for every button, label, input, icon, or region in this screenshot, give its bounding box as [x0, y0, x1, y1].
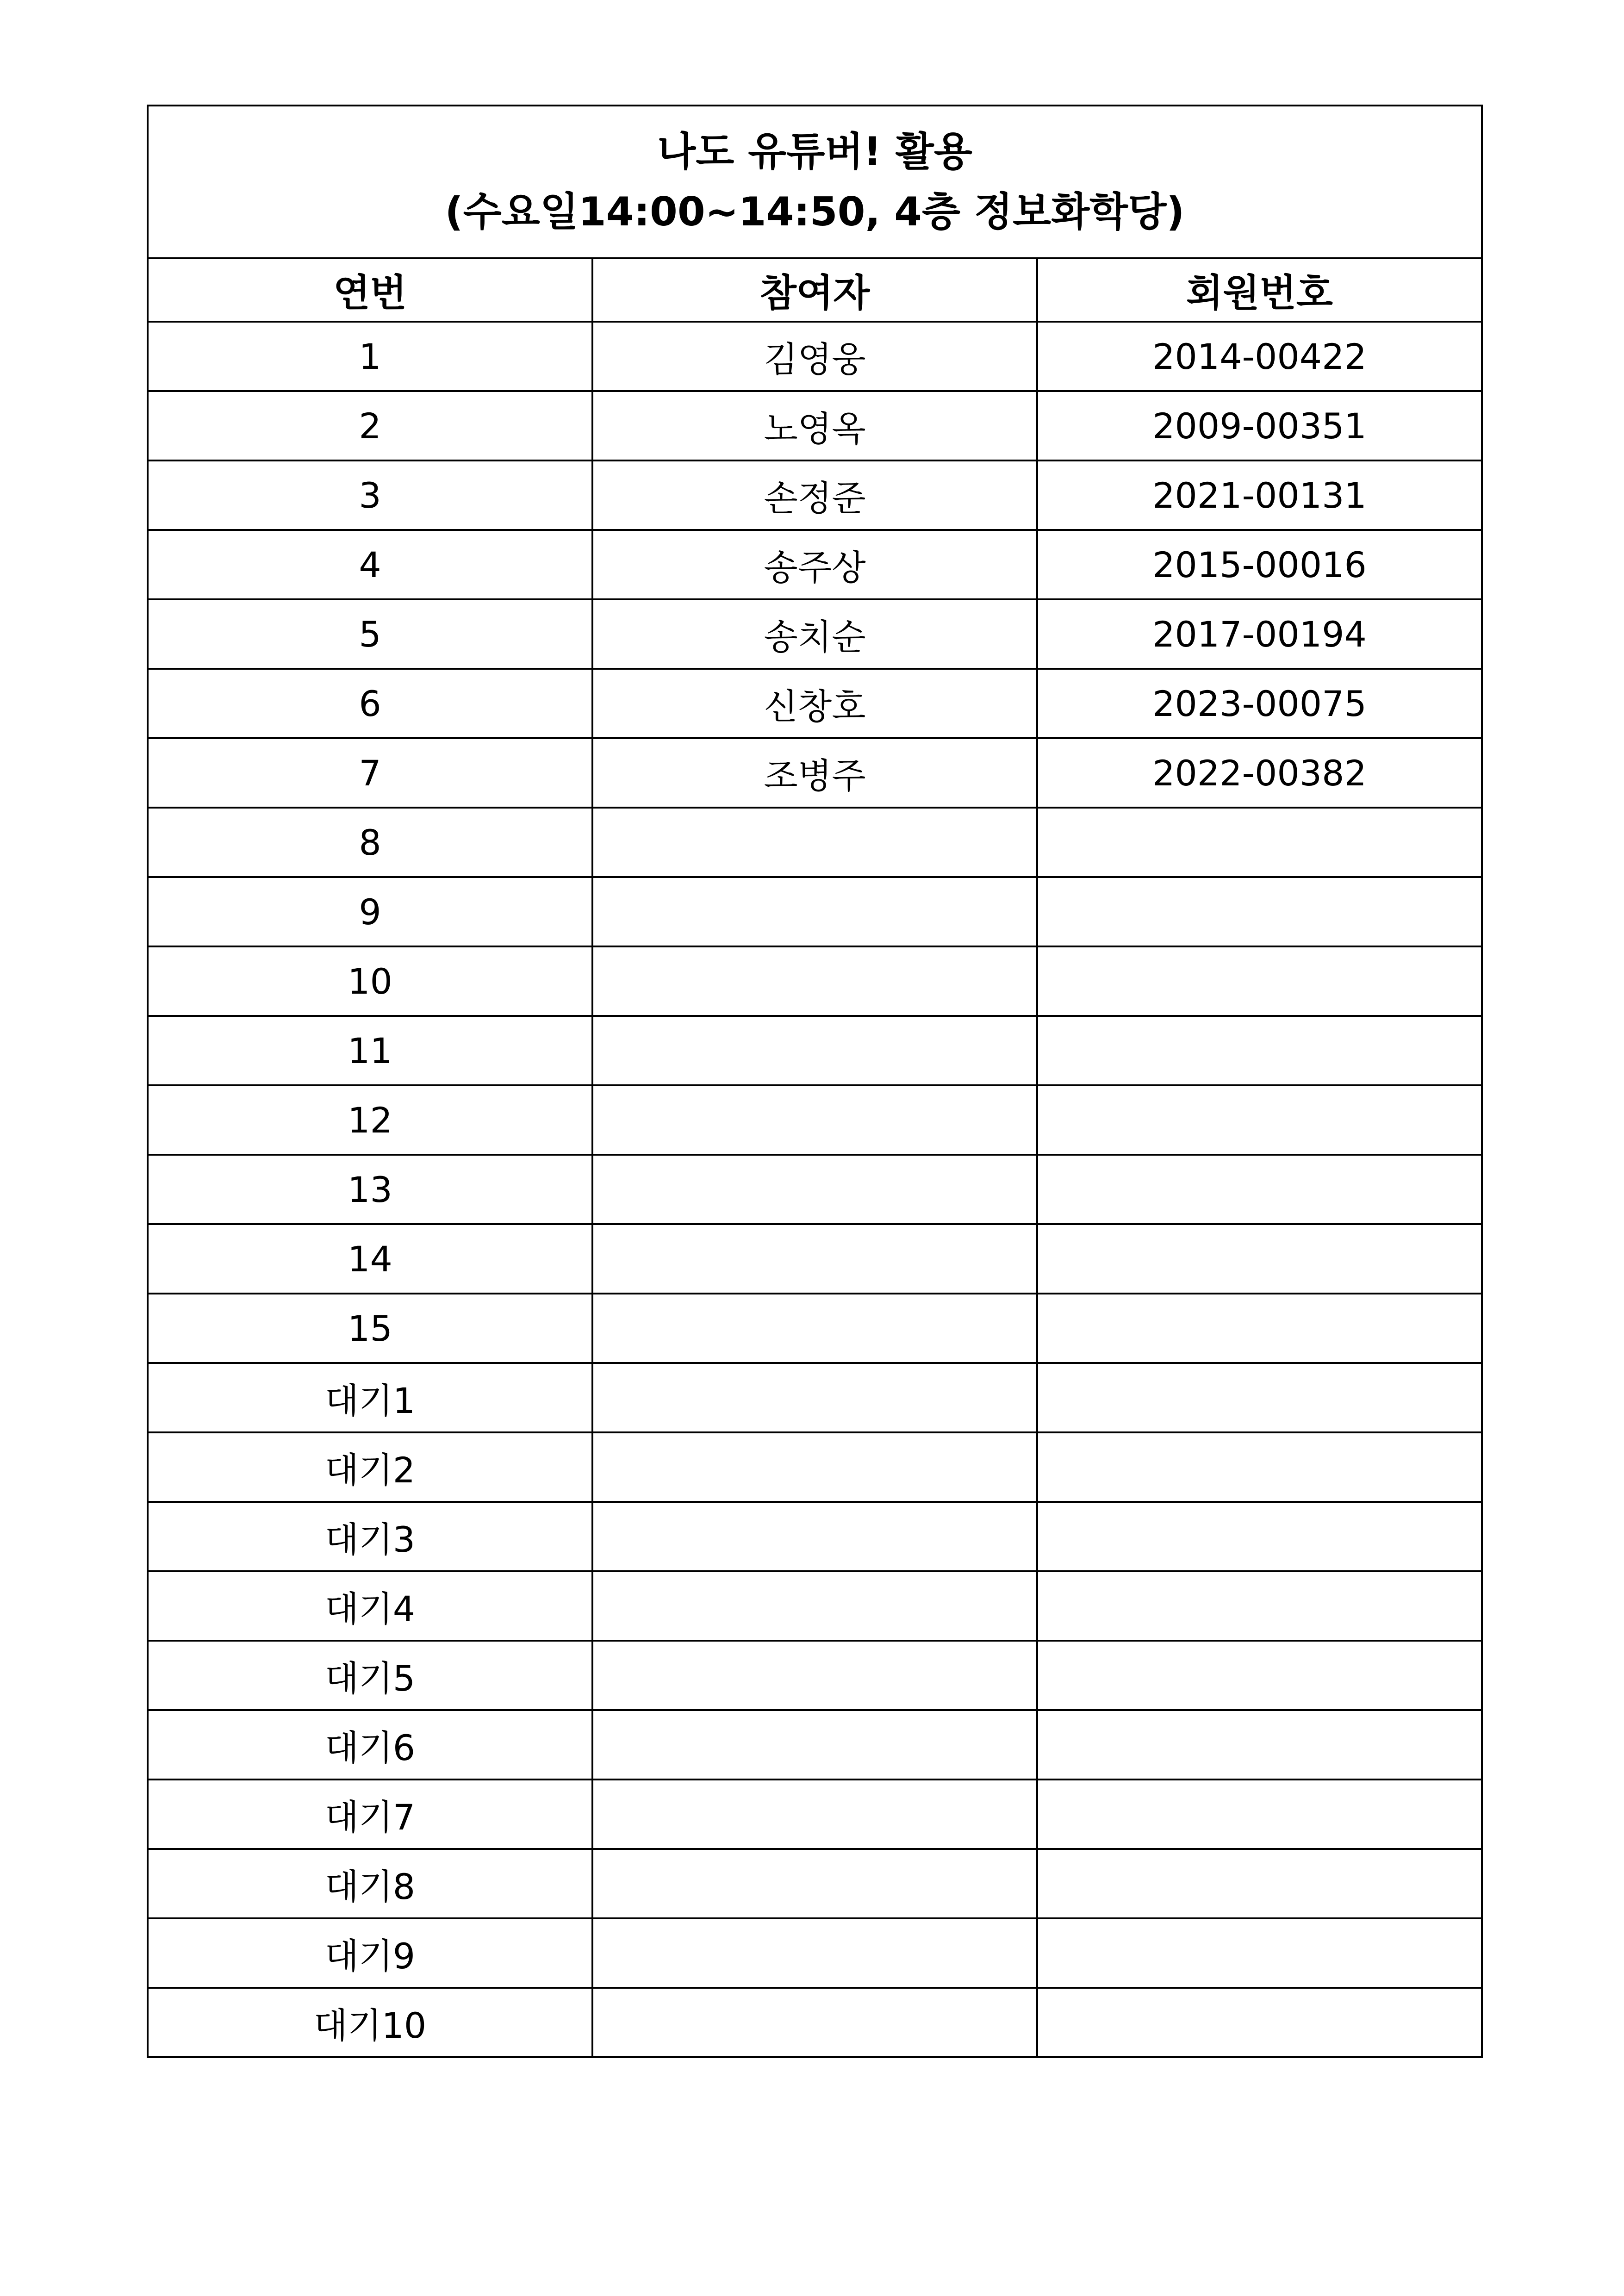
- row-number-cell: 대기5: [148, 1641, 592, 1710]
- participant-name-cell: [592, 1918, 1037, 1988]
- member-id-cell: 2021-00131: [1037, 460, 1482, 530]
- participant-name-cell: 손정준: [592, 460, 1037, 530]
- title-line-1: 나도 유튜버! 활용: [657, 129, 972, 175]
- participant-name-cell: [592, 1155, 1037, 1224]
- participant-name-cell: [592, 1988, 1037, 2057]
- header-row: [148, 258, 1482, 322]
- member-id-cell: [1037, 1710, 1482, 1780]
- member-id-cell: [1037, 808, 1482, 877]
- participant-name-cell: [592, 946, 1037, 1016]
- row-number-cell: 대기6: [148, 1710, 592, 1780]
- table-row: [148, 599, 1482, 669]
- participant-name-cell: 신창호: [592, 669, 1037, 738]
- row-number-cell: 14: [148, 1224, 592, 1294]
- table-row: [148, 1988, 1482, 2057]
- row-number-cell: 대기10: [148, 1988, 592, 2057]
- member-id-cell: 2015-00016: [1037, 530, 1482, 599]
- participant-name-cell: 송주상: [592, 530, 1037, 599]
- table-row: [148, 1432, 1482, 1502]
- row-number-cell: 10: [148, 946, 592, 1016]
- member-id-cell: [1037, 1918, 1482, 1988]
- table-row: [148, 391, 1482, 460]
- row-number-cell: 대기7: [148, 1780, 592, 1849]
- participant-name-cell: 조병주: [592, 738, 1037, 808]
- column-header-member-id: 회원번호: [1037, 258, 1482, 322]
- row-number-cell: 대기3: [148, 1502, 592, 1571]
- member-id-cell: [1037, 1988, 1482, 2057]
- table-row: [148, 1224, 1482, 1294]
- participant-name-cell: 김영웅: [592, 322, 1037, 391]
- row-number-cell: 대기1: [148, 1363, 592, 1432]
- row-number-cell: 15: [148, 1294, 592, 1363]
- table-row: [148, 530, 1482, 599]
- participant-name-cell: [592, 1085, 1037, 1155]
- row-number-cell: 대기9: [148, 1918, 592, 1988]
- row-number-cell: 3: [148, 460, 592, 530]
- row-number-cell: 대기8: [148, 1849, 592, 1918]
- row-number-cell: 5: [148, 599, 592, 669]
- row-number-cell: 대기4: [148, 1571, 592, 1641]
- table-row: [148, 1780, 1482, 1849]
- member-id-cell: [1037, 1224, 1482, 1294]
- member-id-cell: [1037, 1849, 1482, 1918]
- table-row: [148, 1502, 1482, 1571]
- row-number-cell: 2: [148, 391, 592, 460]
- row-number-cell: 7: [148, 738, 592, 808]
- participant-name-cell: 송치순: [592, 599, 1037, 669]
- member-id-cell: [1037, 1294, 1482, 1363]
- member-id-cell: [1037, 1432, 1482, 1502]
- row-number-cell: 13: [148, 1155, 592, 1224]
- row-number-cell: 12: [148, 1085, 592, 1155]
- table-row: [148, 1710, 1482, 1780]
- participant-name-cell: [592, 808, 1037, 877]
- table-row: [148, 946, 1482, 1016]
- member-id-cell: [1037, 946, 1482, 1016]
- table-row: [148, 1641, 1482, 1710]
- table-row: [148, 1918, 1482, 1988]
- table-row: [148, 460, 1482, 530]
- participant-table: [147, 105, 1483, 2058]
- participant-name-cell: [592, 1571, 1037, 1641]
- member-id-cell: [1037, 1571, 1482, 1641]
- table-row: [148, 877, 1482, 946]
- row-number-cell: 1: [148, 322, 592, 391]
- row-number-cell: 9: [148, 877, 592, 946]
- participant-name-cell: [592, 1502, 1037, 1571]
- table-row: [148, 1155, 1482, 1224]
- table-row: [148, 1849, 1482, 1918]
- member-id-cell: [1037, 1641, 1482, 1710]
- table-row: [148, 322, 1482, 391]
- table-row: [148, 669, 1482, 738]
- table-row: [148, 1085, 1482, 1155]
- participant-name-cell: [592, 1849, 1037, 1918]
- row-number-cell: 6: [148, 669, 592, 738]
- table-row: [148, 738, 1482, 808]
- row-number-cell: 4: [148, 530, 592, 599]
- participant-name-cell: [592, 1641, 1037, 1710]
- participant-name-cell: [592, 1016, 1037, 1085]
- row-number-cell: 대기2: [148, 1432, 592, 1502]
- page-title: [148, 106, 1482, 258]
- member-id-cell: 2017-00194: [1037, 599, 1482, 669]
- title-line-2: (수요일14:00~14:50, 4층 정보화학당): [445, 189, 1185, 235]
- participant-name-cell: [592, 877, 1037, 946]
- member-id-cell: 2023-00075: [1037, 669, 1482, 738]
- member-id-cell: [1037, 1085, 1482, 1155]
- member-id-cell: 2009-00351: [1037, 391, 1482, 460]
- participant-name-cell: [592, 1224, 1037, 1294]
- column-header-number: 연번: [148, 258, 592, 322]
- member-id-cell: [1037, 1155, 1482, 1224]
- row-number-cell: 11: [148, 1016, 592, 1085]
- member-id-cell: [1037, 1780, 1482, 1849]
- member-id-cell: 2014-00422: [1037, 322, 1482, 391]
- member-id-cell: [1037, 1502, 1482, 1571]
- member-id-cell: 2022-00382: [1037, 738, 1482, 808]
- participant-name-cell: [592, 1710, 1037, 1780]
- title-row: [148, 106, 1482, 258]
- member-id-cell: [1037, 1363, 1482, 1432]
- member-id-cell: [1037, 1016, 1482, 1085]
- member-id-cell: [1037, 877, 1482, 946]
- table-row: [148, 1294, 1482, 1363]
- table-row: [148, 808, 1482, 877]
- participant-name-cell: [592, 1432, 1037, 1502]
- column-header-participant: 참여자: [592, 258, 1037, 322]
- table-row: [148, 1016, 1482, 1085]
- participant-name-cell: [592, 1780, 1037, 1849]
- table-row: [148, 1571, 1482, 1641]
- row-number-cell: 8: [148, 808, 592, 877]
- participant-name-cell: [592, 1294, 1037, 1363]
- table-row: [148, 1363, 1482, 1432]
- participant-name-cell: 노영옥: [592, 391, 1037, 460]
- participant-name-cell: [592, 1363, 1037, 1432]
